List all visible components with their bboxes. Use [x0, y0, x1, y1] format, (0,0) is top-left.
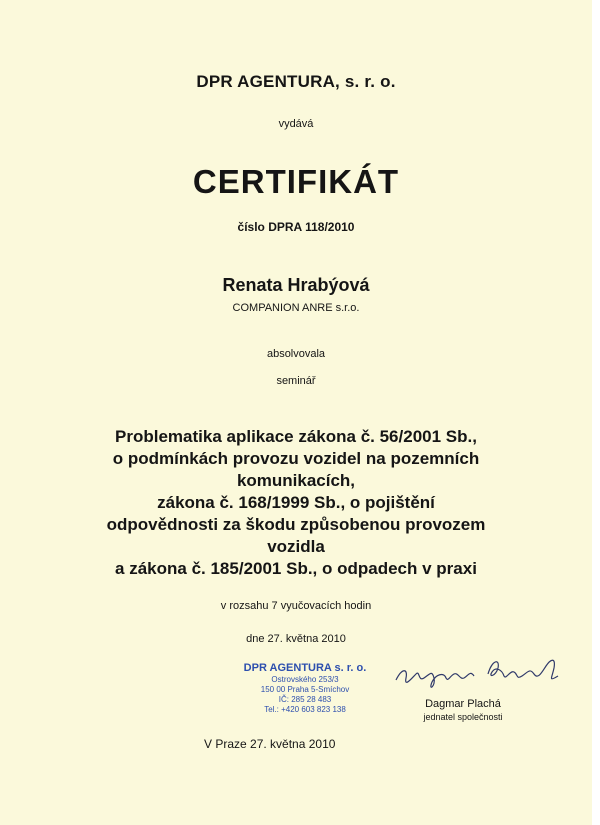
handwritten-signature: [388, 648, 568, 698]
event-type: seminář: [276, 375, 316, 387]
stamp-line: IČ: 285 28 483: [278, 695, 332, 704]
course-line: vozidla: [267, 537, 325, 556]
course-line: Problematika aplikace zákona č. 56/2001 Sb.,: [115, 427, 477, 446]
certificate-title: CERTIFIKÁT: [192, 163, 400, 200]
course-line: odpovědnosti za škodu způsobenou provozem: [106, 515, 486, 534]
course-scope: v rozsahu 7 vyučovacích hodin: [220, 600, 372, 612]
signatory-role: jednatel společnosti: [423, 712, 503, 722]
signatory: [388, 698, 538, 722]
signatory-name: Dagmar Plachá: [425, 698, 501, 710]
stamp-company-name: DPR AGENTURA s. r. o.: [243, 662, 367, 674]
course-line: o podmínkách provozu vozidel na pozemních: [112, 449, 480, 468]
completed-label: absolvovala: [266, 348, 326, 360]
course-description: [40, 426, 552, 580]
issuer-name: DPR AGENTURA, s. r. o.: [196, 72, 396, 91]
recipient-company: COMPANION ANRE s.r.o.: [232, 302, 360, 314]
place-and-date: V Praze 27. května 2010: [204, 737, 336, 751]
stamp-line: 150 00 Praha 5-Smíchov: [260, 685, 350, 694]
stamp-line: Ostrovského 253/3: [271, 675, 339, 684]
course-date: dne 27. května 2010: [246, 633, 346, 645]
course-line: zákona č. 168/1999 Sb., o pojištění: [157, 493, 435, 512]
recipient-name: Renata Hrabýová: [222, 275, 370, 295]
course-line: komunikacích,: [236, 471, 356, 490]
company-stamp: [220, 662, 390, 715]
certificate-number: číslo DPRA 118/2010: [237, 220, 355, 234]
stamp-line: Tel.: +420 603 823 138: [264, 705, 346, 714]
course-line: a zákona č. 185/2001 Sb., o odpadech v praxi: [115, 559, 477, 578]
issues-label: vydává: [278, 118, 314, 130]
